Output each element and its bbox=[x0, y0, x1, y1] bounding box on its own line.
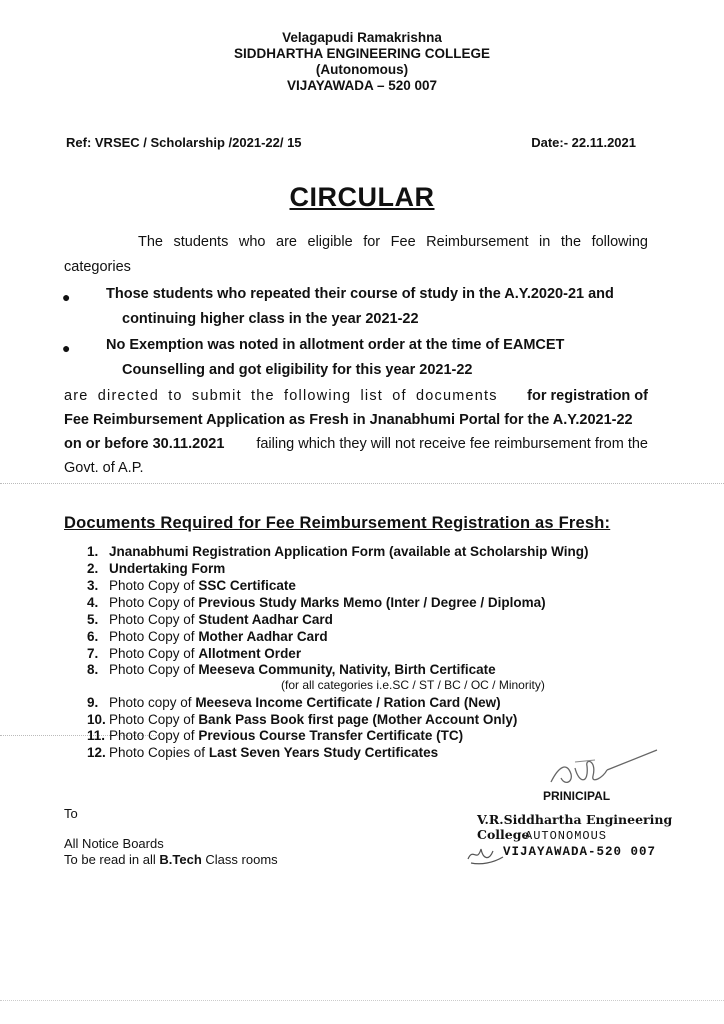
reference-number: Ref: VRSEC / Scholarship /2021-22/ 15 bbox=[66, 135, 302, 150]
bullet-icon: ● bbox=[62, 340, 71, 356]
bullet-1-line1: Those students who repeated their course of study in the A.Y.2020-21 and bbox=[106, 286, 614, 302]
document-item: 1. Jnanabhumi Registration Application Form (available at Scholarship Wing) bbox=[87, 544, 589, 559]
body-line1 bbox=[64, 387, 648, 405]
body-line1-text: are directed to submit the following list of documents bbox=[64, 388, 498, 404]
document-item: 4. Photo Copy of Previous Study Marks Memo (Inter / Degree / Diploma) bbox=[87, 595, 546, 610]
bullet-icon: ● bbox=[62, 289, 71, 305]
body-line3-text: failing which they will not receive fee reimbursement from the bbox=[256, 436, 648, 452]
document-item: 3. Photo Copy of SSC Certificate bbox=[87, 578, 296, 593]
document-item: 7. Photo Copy of Allotment Order bbox=[87, 646, 302, 661]
intro-line2: categories bbox=[64, 259, 131, 275]
read-instruction: To be read in all B.Tech Class rooms bbox=[64, 852, 278, 867]
document-item: 12. Photo Copies of Last Seven Years Study Certificates bbox=[87, 745, 439, 760]
principal-title: PRINICIPAL bbox=[543, 789, 611, 803]
college-autonomous: (Autonomous) bbox=[315, 62, 409, 77]
documents-heading: Documents Required for Fee Reimbursement Registration as Fresh: bbox=[64, 514, 611, 532]
circular-date: Date:- 22.11.2021 bbox=[531, 135, 636, 150]
college-name-line2: SIDDHARTHA ENGINEERING COLLEGE bbox=[233, 46, 490, 61]
stamp-college-name: V.R.Siddhartha Engineering College bbox=[477, 812, 673, 842]
college-city: VIJAYAWADA – 520 007 bbox=[286, 78, 438, 93]
bullet-2-line1: No Exemption was noted in allotment order at the time of EAMCET bbox=[106, 337, 565, 353]
document-item: 8. Photo Copy of Meeseva Community, Nativity, Birth Certificate bbox=[87, 662, 496, 677]
body-line1-bold: for registration of bbox=[527, 388, 648, 404]
bottom-scan-line bbox=[0, 1000, 724, 1001]
circular-title: CIRCULAR bbox=[289, 182, 435, 212]
intro-line1: The students who are eligible for Fee Reimbursement in the following bbox=[138, 234, 648, 250]
scan-divider bbox=[0, 483, 724, 484]
body-line4: Govt. of A.P. bbox=[64, 460, 144, 476]
to-label: To bbox=[64, 806, 78, 821]
document-item: 2. Undertaking Form bbox=[87, 561, 226, 576]
body-line2: Fee Reimbursement Application as Fresh in Jnanabhumi Portal for the A.Y.2021-22 bbox=[64, 412, 633, 428]
document-item: 10. Photo Copy of Bank Pass Book first page (Mother Account Only) bbox=[87, 712, 518, 727]
body-line3 bbox=[64, 435, 648, 453]
body-deadline: on or before 30.11.2021 bbox=[64, 436, 225, 452]
college-name-line1: Velagapudi Ramakrishna bbox=[282, 30, 442, 45]
bullet-2-line2: Counselling and got eligibility for this year 2021-22 bbox=[122, 362, 473, 378]
stamp-city: VIJAYAWADA-520 007 bbox=[503, 845, 657, 859]
bullet-1-line2: continuing higher class in the year 2021-22 bbox=[122, 311, 419, 327]
document-item: 11. Photo Copy of Previous Course Transfer Certificate (TC) bbox=[87, 728, 464, 743]
document-8-note: (for all categories i.e.SC / ST / BC / OC / Minority) bbox=[281, 678, 545, 692]
document-item: 9. Photo copy of Meeseva Income Certificate / Ration Card (New) bbox=[87, 695, 501, 710]
document-item: 6. Photo Copy of Mother Aadhar Card bbox=[87, 629, 328, 644]
stamp-autonomous: AUTONOMOUS bbox=[525, 829, 608, 843]
notice-boards: All Notice Boards bbox=[64, 836, 164, 851]
document-item: 5. Photo Copy of Student Aadhar Card bbox=[87, 612, 333, 627]
